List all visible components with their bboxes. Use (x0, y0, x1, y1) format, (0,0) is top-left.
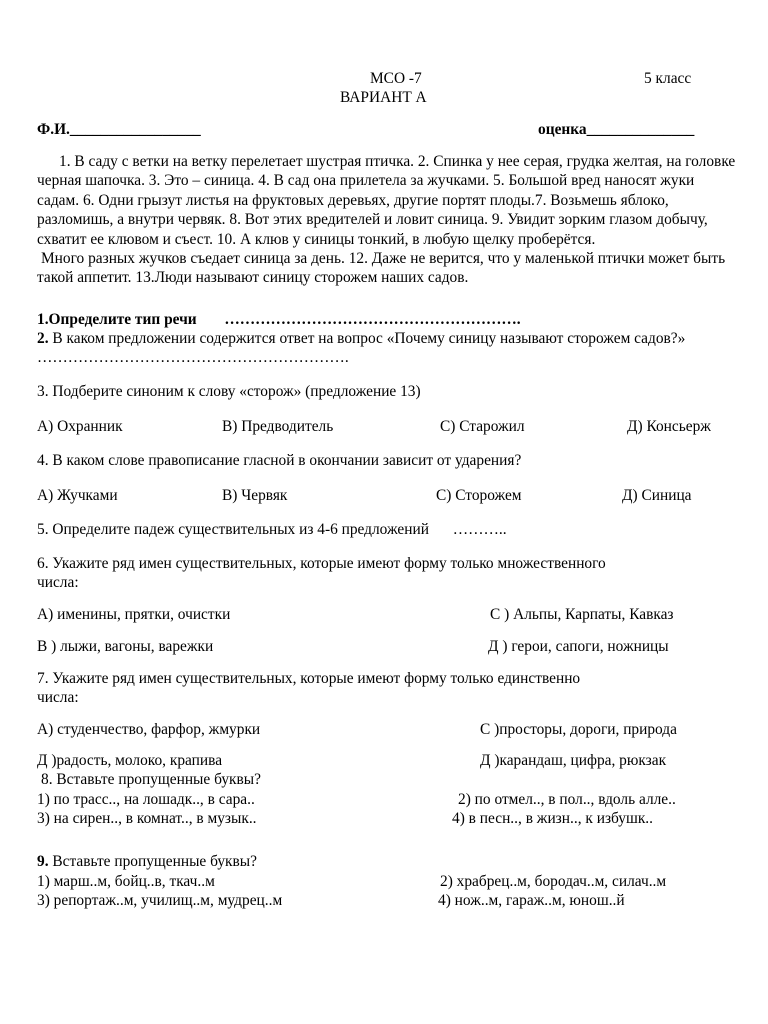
question-5-answer-dots: ……….. (452, 521, 507, 538)
question-6-text-line-1: 6. Укажите ряд имен существительных, которые имеют форму только множественного (37, 555, 606, 572)
question-4-option-d: Д) Синица (622, 487, 692, 504)
score-label: оценка (538, 121, 587, 138)
question-8-text: 8. Вставьте пропущенные буквы? (41, 771, 261, 788)
question-8-item-4: 4) в песн.., в жизн.., к избушк.. (452, 810, 653, 827)
question-7-text-line-2: числа: (37, 689, 79, 706)
question-6-option-c: С ) Альпы, Карпаты, Кавказ (490, 606, 674, 623)
question-6-option-b: В ) лыжи, вагоны, варежки (37, 638, 214, 655)
question-2-answer-dots: ……………………………………………………. (37, 349, 349, 367)
question-2 (37, 329, 737, 368)
grade-level: 5 класс (644, 70, 692, 87)
question-7-option-a: А) студенчество, фарфор, жмурки (37, 721, 261, 738)
question-8-item-2: 2) по отмел.., в пол.., вдоль алле.. (458, 791, 676, 808)
question-4-option-c: С) Сторожем (436, 487, 522, 504)
question-6-text-line-2: числа: (37, 574, 79, 591)
question-9-item-2: 2) храбрец..м, бородач..м, силач..м (440, 873, 667, 890)
question-9-item-3: 3) репортаж..м, училищ..м, мудрец..м (37, 892, 283, 909)
variant-title: ВАРИАНТ А (340, 89, 427, 106)
passage-paragraph-1: 1. В саду с ветки на ветку перелетает шустрая птичка. 2. Спинка у нее серая, грудка желтая, на головке черная шапочка. 3. Это – синица. 4. В сад она прилетела за жучками. 5. Большой вред наносят жуки садам. 6. Одни грызут листья на фруктовых деревьях, другие портят плоды.7. Возьмешь яблоко, разломишь, а внутри червяк. 8. Вот этих вредителей и ловит синица. 9. Увидит зорким глазом добычу, схватит ее клювом и съест. 10. А клюв у синицы тонкий, в любую щелку проберётся. (37, 153, 736, 248)
question-3-option-a: А) Охранник (37, 418, 123, 435)
question-2-text: В каком предложении содержится ответ на вопрос «Почему синицу называют сторожем садов?» (52, 330, 686, 347)
score-field (538, 120, 694, 139)
question-3-option-b: В) Предводитель (222, 418, 334, 435)
question-2-number: 2. (37, 330, 49, 347)
question-1-text: 1.Определите тип речи (37, 311, 197, 328)
question-6-option-a: А) именины, прятки, очистки (37, 606, 231, 623)
question-4-text: 4. В каком слове правописание гласной в окончании зависит от ударения? (37, 452, 522, 469)
question-4-option-b: В) Червяк (222, 487, 288, 504)
question-8-item-1: 1) по трасс.., на лошадк.., в сара.. (37, 791, 255, 808)
question-3-text: 3. Подберите синоним к слову «сторож» (предложение 13) (37, 383, 421, 400)
question-3-option-d: Д) Консьерж (627, 418, 711, 435)
question-7-text-line-1: 7. Укажите ряд имен существительных, которые имеют форму только единственно (37, 670, 581, 687)
question-1-answer-dots: …………………………………………………. (224, 311, 521, 328)
name-field (37, 120, 201, 139)
question-7-option-d1: Д )радость, молоко, крапива (37, 752, 223, 769)
question-9 (37, 852, 257, 871)
question-7-option-c: С )просторы, дороги, природа (480, 721, 677, 738)
question-9-text: Вставьте пропущенные буквы? (52, 853, 257, 870)
name-blank-line: _________________ (69, 121, 201, 138)
question-3-option-c: С) Старожил (440, 418, 525, 435)
question-1 (37, 310, 521, 329)
question-7-option-d2: Д )карандаш, цифра, рюкзак (480, 752, 667, 769)
question-8-item-3: 3) на сирен.., в комнат.., в музык.. (37, 810, 257, 827)
test-code: МСО -7 (370, 70, 422, 87)
question-9-item-4: 4) нож..м, гараж..м, юнош..й (438, 892, 625, 909)
passage-paragraph-2: Много разных жучков съедает синица за день. 12. Даже не верится, что у маленькой птички может быть такой аппетит. 13.Люди называют синицу сторожем наших садов. (37, 250, 726, 287)
question-4-option-a: А) Жучками (37, 487, 118, 504)
name-label: Ф.И. (37, 121, 70, 138)
question-5 (37, 520, 507, 539)
question-9-item-1: 1) марш..м, бойц..в, ткач..м (37, 873, 215, 890)
question-5-text: 5. Определите падеж существительных из 4-6 предложений (37, 521, 429, 538)
question-9-number: 9. (37, 853, 49, 870)
reading-passage (37, 152, 737, 288)
question-6-option-d: Д ) герои, сапоги, ножницы (488, 638, 669, 655)
score-blank-line: ______________ (586, 121, 695, 138)
